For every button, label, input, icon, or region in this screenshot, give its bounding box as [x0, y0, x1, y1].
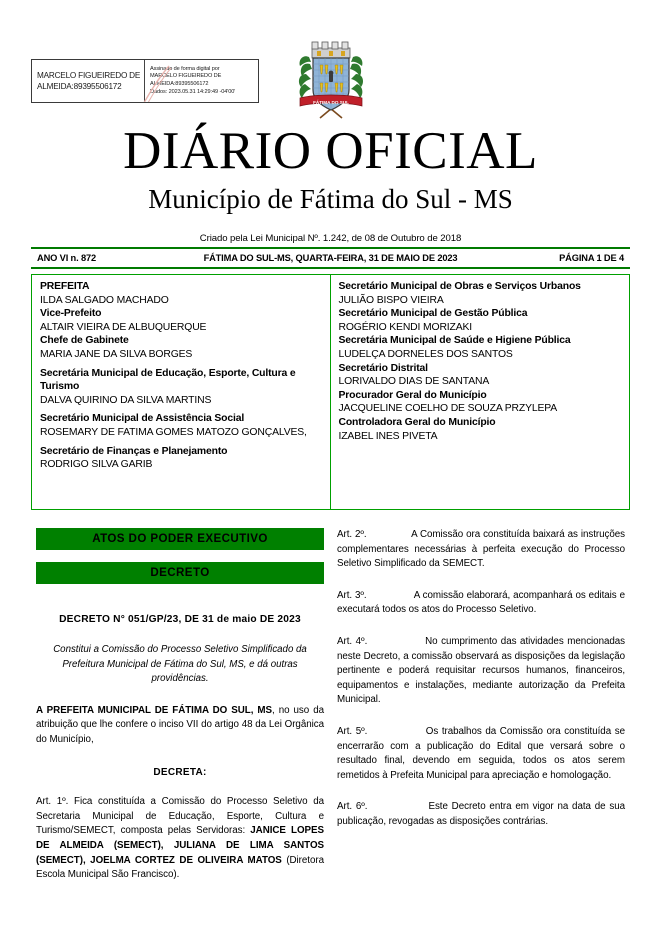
signature-signer-line1: MARCELO FIGUEIREDO DE — [37, 71, 141, 80]
page-title: DIÁRIO OFICIAL — [123, 122, 538, 180]
decree-title: DECRETO N° 051/GP/23, DE 31 de maio DE 2023 — [59, 614, 301, 625]
article-3-label: Art. 3º. — [337, 589, 367, 601]
official-name: LUDELÇA DORNELES DOS SANTOS — [338, 348, 513, 360]
officials-box — [31, 274, 630, 510]
official-role: Secretário Municipal de Assistência Social — [40, 413, 245, 425]
section-band-decreto: DECRETO — [36, 562, 324, 584]
official-role: Secretário de Finanças e Planejamento — [40, 445, 228, 457]
official-name: MARIA JANE DA SILVA BORGES — [40, 348, 193, 360]
article-5-text: Os trabalhos da Comissão ora constituída se encerrarão com a publicação do Edital que versará sobre o resultado final, devendo em seguida, todos os atos serem remetidos à Prefeita Municipal para apreciação e homologação. — [337, 725, 625, 781]
decree-ementa: Constitui a Comissão do Processo Seletivo Simplificado da Prefeitura Municipal de Fátima do Sul, MS, e dá outras providências. — [53, 644, 307, 684]
official-role: Secretário Municipal de Gestão Pública — [338, 308, 528, 320]
official-name: ILDA SALGADO MACHADO — [40, 294, 169, 306]
page-subtitle: Município de Fátima do Sul - MS — [148, 184, 513, 214]
digital-signature-stamp — [31, 59, 259, 103]
masthead — [0, 122, 661, 246]
official-role: Secretária Municipal de Saúde e Higiene Pública — [338, 335, 571, 347]
official-name: JULIÃO BISPO VIEIRA — [338, 294, 444, 306]
signature-detail-line1: Assinado de forma digital por — [150, 65, 220, 72]
signature-signer-line2: ALMEIDA:89395506172 — [37, 82, 122, 91]
official-role: Procurador Geral do Município — [338, 389, 487, 401]
official-name: LORIVALDO DIAS DE SANTANA — [338, 376, 490, 388]
official-role: Secretário Distrital — [338, 362, 428, 374]
crest-banner-text: FÁTIMA DO SUL — [313, 100, 349, 105]
content-column-left — [36, 528, 324, 883]
edition-info-bar — [31, 247, 630, 269]
official-role: Secretária Municipal de Educação, Esporte, Cultura e Turismo — [40, 367, 296, 393]
preamble-bold: A PREFEITA MUNICIPAL DE FÁTIMA DO SUL, MS — [36, 704, 273, 716]
signature-details — [145, 66, 258, 96]
official-name: DALVA QUIRINO DA SILVA MARTINS — [40, 394, 212, 406]
article-1-label: Art. 1º. — [36, 796, 69, 808]
article-6-label: Art. 6º. — [337, 801, 368, 813]
signature-detail-line3: ALMEIDA:89395506172 — [150, 81, 209, 87]
official-name: ALTAIR VIEIRA DE ALBUQUERQUE — [40, 321, 207, 333]
official-role: Vice-Prefeito — [40, 308, 102, 320]
signature-detail-line4: Dados: 2023.05.31 14:29:49 -04'00' — [150, 88, 236, 95]
official-role: Secretário Municipal de Obras e Serviços Urbanos — [338, 281, 581, 292]
decree-preamble — [36, 687, 324, 748]
article-1-part2: (Diretora Escola Municipal São Francisco). — [36, 854, 324, 881]
decreta-keyword: DECRETA: — [153, 767, 207, 779]
article-4-text: No cumprimento das atividades mencionadas neste Decreto, a comissão observará as disposições da legislação pertinente e poderá requisitar recursos humanos, financeiros, equipamentos e instalações, mediante autorização da Prefeita Municipal. — [337, 635, 626, 706]
official-name: ROSEMARY DE FATIMA GOMES MATOZO GONÇALVES, — [40, 426, 307, 438]
article-4-label: Art. 4º. — [337, 635, 368, 647]
article-2 — [337, 528, 625, 572]
article-2-label: Art. 2º. — [337, 529, 367, 540]
article-6-text: Este Decreto entra em vigor na data de sua publicação, revogadas as disposições contrárias. — [337, 801, 625, 827]
band-spacer — [36, 550, 324, 562]
article-1-part1: Fica constituída a Comissão do Processo Seletivo da Secretaria Municipal de Educação, Esporte, Cultura e Turismo/SEMECT, composta pelas Servidoras: — [36, 796, 324, 837]
creation-law-note: Criado pela Lei Municipal Nº. 1.242, de 08 de Outubro de 2018 — [199, 233, 462, 244]
official-name: JACQUELINE COELHO DE SOUZA PRZYLEPA — [338, 403, 558, 415]
official-name: ROGÉRIO KENDI MORIZAKI — [338, 321, 473, 333]
article-3-text: A comissão elaborará, acompanhará os editais e executará todos os atos do Processo Seletivo. — [337, 589, 625, 616]
article-4 — [337, 618, 625, 708]
article-3 — [337, 572, 625, 618]
article-6 — [337, 783, 625, 829]
page-indicator: PÁGINA 1 DE 4 — [559, 253, 624, 263]
article-1-servidoras: JANICE LOPES DE ALMEIDA (SEMECT), JULIANA DE LIMA SANTOS (SEMECT), JOELMA CORTEZ DE OLIVEIRA MATOS — [36, 825, 324, 866]
edition-place-date: FÁTIMA DO SUL-MS, QUARTA-FEIRA, 31 DE MAIO DE 2023 — [203, 253, 458, 263]
article-2-text: A Comissão ora constituída baixará as instruções complementares necessárias à perfeita execução do Processo Seletivo Simplificado da SEMECT. — [337, 529, 625, 570]
officials-column-right — [331, 275, 630, 509]
official-name: IZABEL INES PIVETA — [338, 430, 438, 442]
official-role: Chefe de Gabinete — [40, 335, 129, 347]
official-role: PREFEITA — [40, 281, 90, 292]
signature-detail-line2: MARCELO FIGUEIREDO DE — [150, 73, 222, 80]
section-band-atos: ATOS DO PODER EXECUTIVO — [36, 528, 324, 550]
official-role: Controladora Geral do Município — [338, 416, 496, 428]
edition-number: ANO VI n. 872 — [37, 253, 97, 263]
preamble-rest: , no uso da atribuição que lhe confere o inciso VII do artigo 48 da Lei Orgânica do Município, — [36, 704, 324, 745]
official-name: RODRIGO SILVA GARIB — [40, 459, 153, 471]
signature-signer-name — [32, 70, 144, 92]
content-column-right — [337, 528, 625, 830]
article-1 — [36, 778, 324, 883]
officials-column-left — [32, 275, 331, 509]
article-5-label: Art. 5º. — [337, 725, 368, 737]
coat-of-arms-icon — [296, 38, 366, 122]
article-5 — [337, 708, 625, 783]
